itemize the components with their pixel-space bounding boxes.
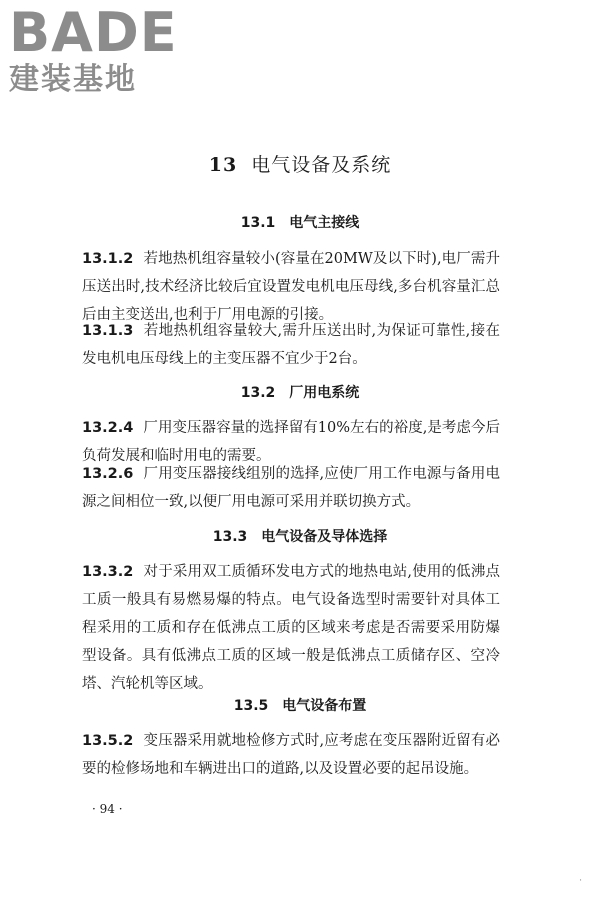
clause bbox=[82, 727, 500, 783]
section-number: 13.3 bbox=[212, 529, 248, 545]
clause-text: 厂用变压器接线组别的选择,应使厂用工作电源与备用电源之间相位一致,以便厂用电源可采用并联切换方式。 bbox=[82, 466, 500, 510]
section-heading bbox=[0, 382, 600, 402]
section-heading bbox=[0, 526, 600, 546]
clause-number: 13.2.6 bbox=[82, 466, 134, 482]
clause-text: 厂用变压器容量的选择留有10%左右的裕度,是考虑今后负荷发展和临时用电的需要。 bbox=[82, 420, 500, 464]
section-number: 13.1 bbox=[240, 215, 276, 231]
section-heading bbox=[0, 212, 600, 232]
logo-text: BADE bbox=[9, 1, 178, 64]
clause-number: 13.1.3 bbox=[82, 323, 134, 339]
section-number: 13.2 bbox=[240, 385, 276, 401]
chapter-number: 13 bbox=[208, 154, 238, 176]
clause-text: 若地热机组容量较小(容量在20MW及以下时),电厂需升压送出时,技术经济比较后宜设置发电机电压母线,多台机容量汇总后由主变送出,也利于厂用电源的引接。 bbox=[82, 251, 500, 323]
clause-text: 变压器采用就地检修方式时,应考虑在变压器附近留有必要的检修场地和车辆进出口的道路,以及设置必要的起吊设施。 bbox=[82, 733, 500, 777]
section-title: 电气主接线 bbox=[289, 215, 360, 231]
logo bbox=[9, 1, 179, 97]
clause bbox=[82, 317, 500, 373]
chapter-title bbox=[0, 150, 600, 177]
section-title: 厂用电系统 bbox=[289, 385, 360, 401]
section-heading bbox=[0, 695, 600, 715]
clause-number: 13.1.2 bbox=[82, 251, 134, 267]
clause-number: 13.5.2 bbox=[82, 733, 134, 749]
page-number: · 94 · bbox=[92, 802, 123, 816]
section-number: 13.5 bbox=[233, 698, 269, 714]
section-title: 电气设备布置 bbox=[282, 698, 367, 714]
clause-text: 对于采用双工质循环发电方式的地热电站,使用的低沸点工质一般具有易燃易爆的特点。电气设备选型时需要针对具体工程采用的工质和存在低沸点工质的区域来考虑是否需要采用防爆型设备。具有低沸点工质的区域一般是低沸点工质储存区、空冷塔、汽轮机等区域。 bbox=[82, 564, 500, 692]
chapter-title-text: 电气设备及系统 bbox=[251, 154, 392, 176]
section-title: 电气设备及导体选择 bbox=[261, 529, 388, 545]
clause-number: 13.2.4 bbox=[82, 420, 134, 436]
clause-text: 若地热机组容量较大,需升压送出时,为保证可靠性,接在发电机电压母线上的主变压器不宜少于2台。 bbox=[82, 323, 500, 367]
clause-number: 13.3.2 bbox=[82, 564, 134, 580]
clause bbox=[82, 558, 500, 698]
logo-subtext: 建装基地 bbox=[9, 62, 137, 97]
corner-mark: · bbox=[579, 876, 582, 886]
clause bbox=[82, 460, 500, 516]
